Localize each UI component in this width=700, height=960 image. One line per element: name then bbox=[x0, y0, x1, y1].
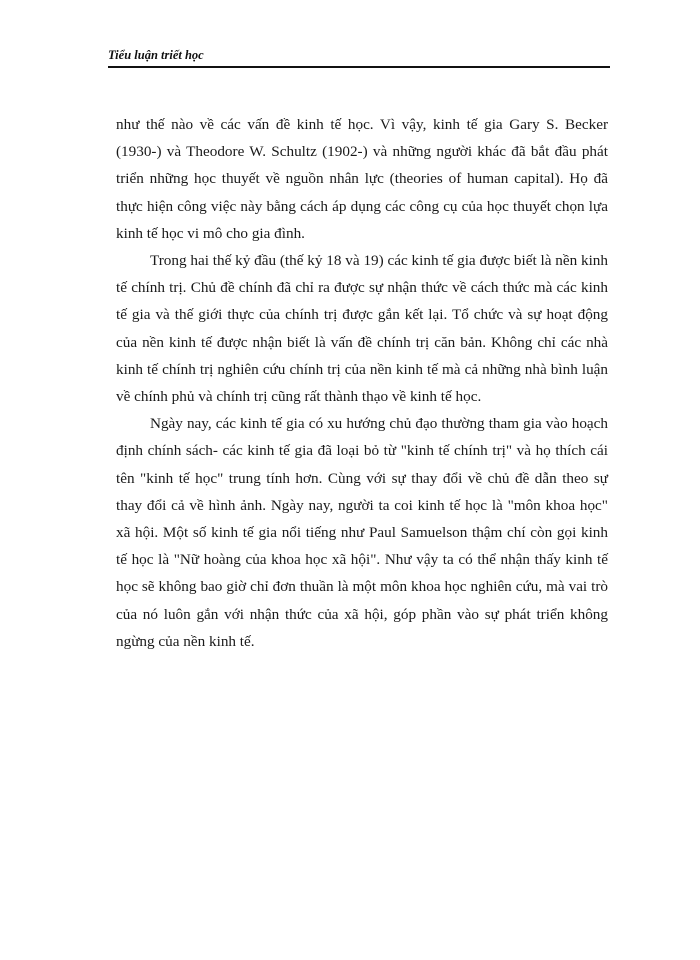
page-header bbox=[108, 46, 610, 68]
document-body bbox=[116, 111, 608, 655]
header-title: Tiểu luận triết học bbox=[108, 48, 204, 62]
paragraph-continuation: như thế nào về các vấn đề kinh tế học. Vì vậy, kinh tế gia Gary S. Becker (1930-) và Theodore W. Schultz (1902-) và những người khác đã bắt đầu phát triển những học thuyết về nguồn nhân lực (theories of human capital). Họ đã thực hiện công việc này bằng cách áp dụng các công cụ của học thuyết chọn lựa kinh tế học vi mô cho gia đình. bbox=[116, 116, 608, 242]
paragraph-modern-economists: Ngày nay, các kinh tế gia có xu hướng chủ đạo thường tham gia vào hoạch định chính sách- các kinh tế gia đã loại bỏ từ "kinh tế chính trị" và họ thích cái tên "kinh tế học" trung tính hơn. Cùng với sự thay đổi về chủ đề dẫn theo sự thay đổi cả về hình ảnh. Ngày nay, người ta coi kinh tế học là "môn khoa học" xã hội. Một số kinh tế gia nổi tiếng như Paul Samuelson thậm chí còn gọi kinh tế học là "Nữ hoàng của khoa học xã hội". Như vậy ta có thể nhận thấy kinh tế học sẽ không bao giờ chỉ đơn thuần là một môn khoa học nghiên cứu, mà vai trò của nó luôn gắn với nhận thức của xã hội, góp phần vào sự phát triển không ngừng của nền kinh tế. bbox=[116, 415, 608, 650]
paragraph-political-economy: Trong hai thế kỷ đầu (thế kỷ 18 và 19) các kinh tế gia được biết là nền kinh tế chính trị. Chủ đề chính đã chỉ ra được sự nhận thức về cách thức mà các kinh tế gia và thế giới thực của chính trị được gắn kết lại. Tổ chức và sự hoạt động của nền kinh tế được nhận biết là vấn đề chính trị căn bản. Không chỉ các nhà kinh tế chính trị nghiên cứu chính trị của nền kinh tế mà cả những nhà bình luận về chính phủ và chính trị cũng rất thành thạo về kinh tế học. bbox=[116, 252, 608, 406]
